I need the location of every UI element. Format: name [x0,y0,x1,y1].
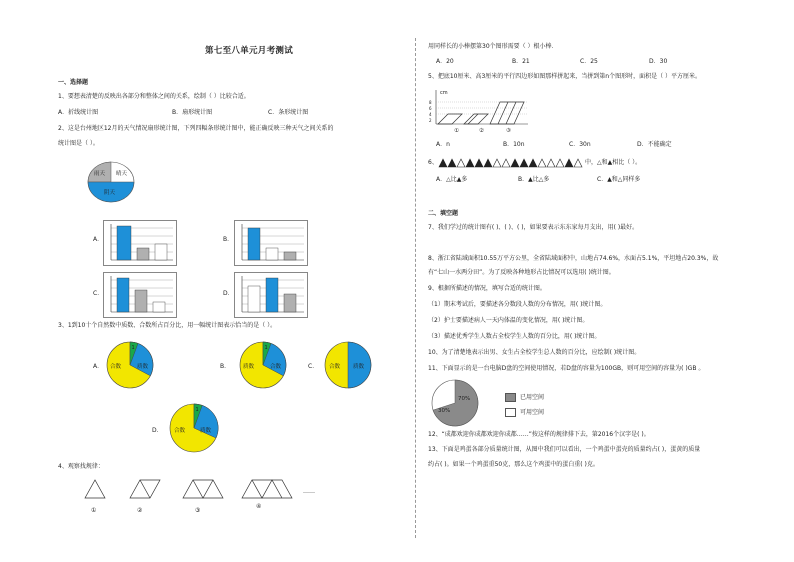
question-3-option-a: A． [93,363,104,370]
question-2-option-b: B． [223,236,234,243]
question-3-text: 3、1到10十个自然数中质数、合数所占百分比，用一幅统计图表示恰当的是（ ）。 [58,322,277,329]
axis-tick-4: 4 [429,112,432,117]
triangle-pattern-figures [80,476,330,516]
pie-b-prime-label: 质数 [243,364,255,370]
question-4-continued-text: 用同样长的小棒摆第30个图形需要（ ）根小棒． [428,43,558,50]
question-8-line-1: 8、浙江省陆域面积10.55万平方公里，全省陆域面积中，山地占74.6%，水面占5.1%，平坦地占20.3%，故 [428,255,719,262]
axis-unit-label: cm [440,90,448,96]
pattern-ellipsis: …… [303,488,315,495]
question-2-line-2: 统计图是（ ）。 [58,140,99,147]
question-3-option-b: B． [220,363,231,370]
pie-label-cloudy: 阴天 [104,190,116,196]
pie-chart-option-d [168,402,220,454]
question-9-item-1: （1）期末考试后，要描述各分数段人数的分布情况，用( )统计图。 [428,301,607,308]
question-9-item-2: （2）护士要描述病人一天内体温的变化情况，用( )统计图。 [428,317,589,324]
legend-free-label: 可用空间 [520,409,545,416]
weather-pie-chart [86,160,136,204]
question-3-option-d: D． [152,427,163,434]
question-5-option-b: B．10n [503,141,525,148]
question-6-option-c: C．▲和△同样多 [597,176,641,183]
pie-c-prime-label: 质数 [353,364,365,370]
question-11-text: 11、下面显示的是一台电脑D盘的空间使用情况，若D盘的容量为100GB，则可用空间的容量为( )GB 。 [428,365,705,372]
page-title: 第七至八单元月考测试 [205,46,294,56]
question-6-text: 中，△和▲相比（ ）。 [585,159,642,166]
disk-used-percent: 70% [458,396,471,402]
question-4-option-a: A．20 [436,58,454,65]
legend-used-label: 已用空间 [520,394,545,401]
parallelogram-label-3: ③ [506,128,511,134]
bar-chart-option-b [234,220,308,266]
legend-used-swatch [505,393,516,402]
axis-tick-2: 2 [429,118,432,123]
question-5-text: 5、把底10厘米、高3厘米的平行四边形如图那样拼起来，当拼到第n个图形时，面积是（ ）平方厘米。 [428,73,701,80]
pie-a-composite-label: 合数 [110,364,122,370]
question-4-option-c: C．25 [580,58,598,65]
question-6-option-a: A．△比▲多 [436,176,468,183]
question-13-line-2: 约占( )。如果一个鸡蛋重50克，那么这个鸡蛋中的蛋白重( )克。 [428,461,599,468]
pie-chart-option-b [238,340,288,390]
question-6-number: 6、 [428,159,438,166]
disk-usage-pie-chart [430,378,480,428]
pie-c-composite-label: 合数 [329,364,341,370]
question-5-option-d: D．不能确定 [637,141,672,148]
question-4-text: 4、观察找规律： [58,463,104,470]
question-9-item-3: （3）描述优秀学生人数占全校学生人数的百分比，用( )统计图。 [428,333,601,340]
axis-tick-8: 8 [429,100,432,105]
bar-chart-option-c [103,272,177,318]
figure-label-3: ③ [195,507,201,514]
bar-chart-option-d [234,272,308,318]
question-12-text: 12、“成都欢迎你成都欢迎你成都……”按这样的规律排下去，第2016个汉字是( )。 [428,431,650,438]
question-1-option-c: C．条形统计图 [268,109,309,116]
parallelogram-label-2: ② [479,128,484,134]
pie-d-prime-label: 质数 [200,428,212,434]
triangle-sequence [438,157,588,169]
question-3-option-c: C． [308,363,319,370]
section-fill-heading: 二、填空题 [428,210,459,217]
figure-label-2: ② [137,507,143,514]
question-8-line-2: 有“七山一水两分田”。为了反映各种地形占比情况可以选用( )统计图。 [428,269,615,276]
axis-tick-6: 6 [429,106,432,111]
parallelogram-label-1: ① [454,128,459,134]
question-2-option-a: A． [93,236,104,243]
question-1-option-b: B．扇形统计图 [172,109,213,116]
pie-b-composite-label: 合数 [270,364,282,370]
question-9-text: 9、根据所描述的情况，填写合适的统计图。 [428,285,546,292]
question-2-option-d: D． [223,290,234,297]
figure-label-1: ① [91,507,97,514]
bar-chart-option-a [103,220,177,266]
parallelogram-figure [424,86,534,134]
question-5-option-c: C．30n [569,141,591,148]
question-2-option-c: C． [93,290,104,297]
question-13-line-1: 13、下面是鸡蛋各部分质量统计图，从图中我们可以看出，一个鸡蛋中蛋壳的质量约占( )，蛋黄的质量 [428,446,701,453]
question-2-line-1: 2、这是台州地区12月的天气情况扇形统计图，下列四幅条形统计图中，能正确反映三种天气之间关系的 [58,125,334,132]
disk-free-percent: 30% [438,408,451,414]
pie-chart-option-c [323,340,373,390]
question-10-text: 10、为了清楚地表示出男、女生占全校学生总人数的百分比，应绘制( )统计图。 [428,349,641,356]
question-5-option-a: A．n [436,141,450,148]
question-4-option-d: D．30 [649,58,668,65]
question-4-option-b: B．21 [512,58,530,65]
pie-a-prime-label: 质数 [137,364,149,370]
legend-free-swatch [505,408,516,417]
pie-a-one-label: 1 [131,345,135,351]
pie-label-rain: 雨天 [94,171,106,177]
figure-label-4: ④ [256,503,262,510]
question-7-text: 7、我们学过的统计图有( )、( )、( )，如果要表示东东家每月支出，用( )最好。 [428,224,639,231]
column-divider [415,38,416,538]
pie-b-one-label: 1 [264,345,268,351]
pie-d-one-label: 1 [195,407,199,413]
section-choice-heading: 一、选择题 [58,79,89,86]
pie-label-sunny: 晴天 [116,171,128,177]
question-6-option-b: B．▲比△多 [518,176,550,183]
pie-d-composite-label: 合数 [174,428,186,434]
pie-chart-option-a [105,340,155,390]
question-1-option-a: A．折线统计图 [58,109,99,116]
question-1-text: 1、要想表清楚的反映出各部分和整体之间的关系，绘制（ ）比较合适。 [58,93,250,100]
